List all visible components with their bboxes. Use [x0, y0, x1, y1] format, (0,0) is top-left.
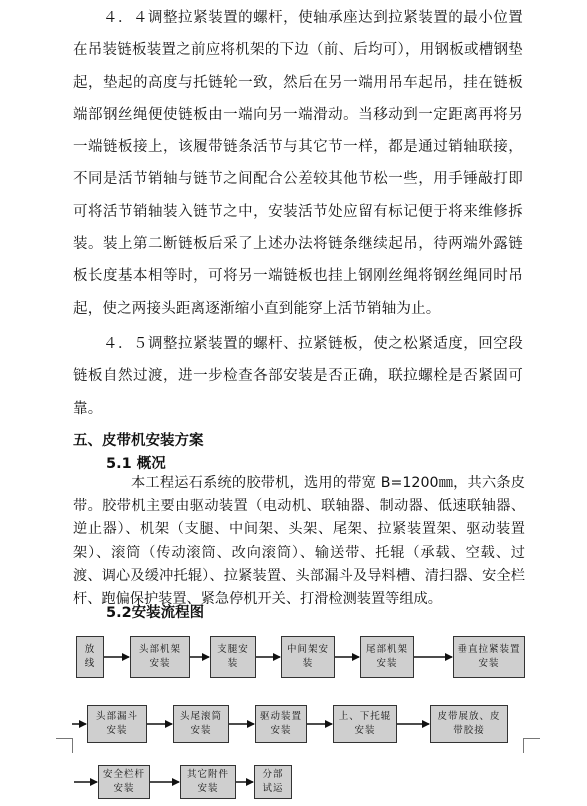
- flow-box-r3-2: 其它附件安装: [180, 765, 236, 799]
- flow-box-r1-1: 放线: [76, 636, 104, 678]
- flow-box-r2-5: 皮带展放、皮带胶接: [430, 705, 508, 743]
- flow-box-r3-1: 安全栏杆安装: [98, 765, 150, 799]
- subsection-5-1-title: 5.1 概况: [106, 456, 166, 472]
- flow-box-r2-4: 上、下托辊安装: [333, 705, 397, 743]
- flow-box-r1-2: 头部机架安装: [130, 636, 190, 678]
- paragraph-4-5: ４．５调整拉紧装置的螺杆、拉紧链板，使之松紧适度，回空段链板自然过渡，进一步检查各部安装是否正确，联拉螺栓是否紧固可靠。: [73, 336, 523, 417]
- crop-mark-right: [523, 738, 540, 753]
- flow-box-r3-3: 分部试运: [254, 765, 292, 799]
- paragraph-4-4: ４．４调整拉紧装置的螺杆，使轴承座达到拉紧装置的最小位置在吊装链板装置之前应将机架的下边（前、后均可），用钢板或槽钢垫起，垫起的高度与托链轮一致，然后在另一端用吊车起吊，挂在链板端部钢丝绳便使链板由一端向另一端滑动。当移动到一定距离再将另一端链板接上，该履带链条活节与其它节一样，都是通过销轴联接，不同是活节销轴与链节之间配合公差较其他节松一些，用手锤敲打即可将活节销轴装入链节之中，安装活节处应留有标记便于将来维修拆装。装上第二断链板后采了上述办法将链条继续起吊，待两端外露链板长度基本相等时，可将另一端链板也挂上钢刚丝绳将钢丝绳同时吊起，使之两接头距离逐渐缩小直到能穿上活节销轴为止。: [73, 10, 523, 317]
- flow-box-r2-2: 头尾滚筒安装: [173, 705, 229, 743]
- flow-box-r2-1: 头部漏斗安装: [87, 705, 147, 743]
- flow-box-r2-3: 驱动装置安装: [255, 705, 307, 743]
- crop-mark-left: [56, 738, 73, 753]
- subsection-5-2-title: 5.2安装流程图: [106, 605, 205, 621]
- flow-box-r1-5: 尾部机架安装: [360, 636, 414, 678]
- flow-box-r1-3: 支腿安装: [210, 636, 256, 678]
- section-5-title: 五、皮带机安装方案: [73, 433, 204, 449]
- paragraph-5-1: 本工程运石系统的胶带机，选用的带宽 B=1200㎜，共六条皮带。胶带机主要由驱动装置（电动机、联轴器、制动器、低速联轴器、逆止器）、机架（支腿、中间架、头架、尾架、拉紧装置架、驱动装置架）、滚筒（传动滚筒、改向滚筒）、输送带、托辊（承载、空载、过渡、调心及缓冲托辊）、拉紧装置、头部漏斗及导料槽、清扫器、安全栏杆、跑偏保护装置、紧急停机开关、打滑检测装置等组成。: [73, 475, 525, 608]
- flow-box-r1-6: 垂直拉紧装置安装: [453, 636, 525, 678]
- flow-box-r1-4: 中间架安装: [281, 636, 335, 678]
